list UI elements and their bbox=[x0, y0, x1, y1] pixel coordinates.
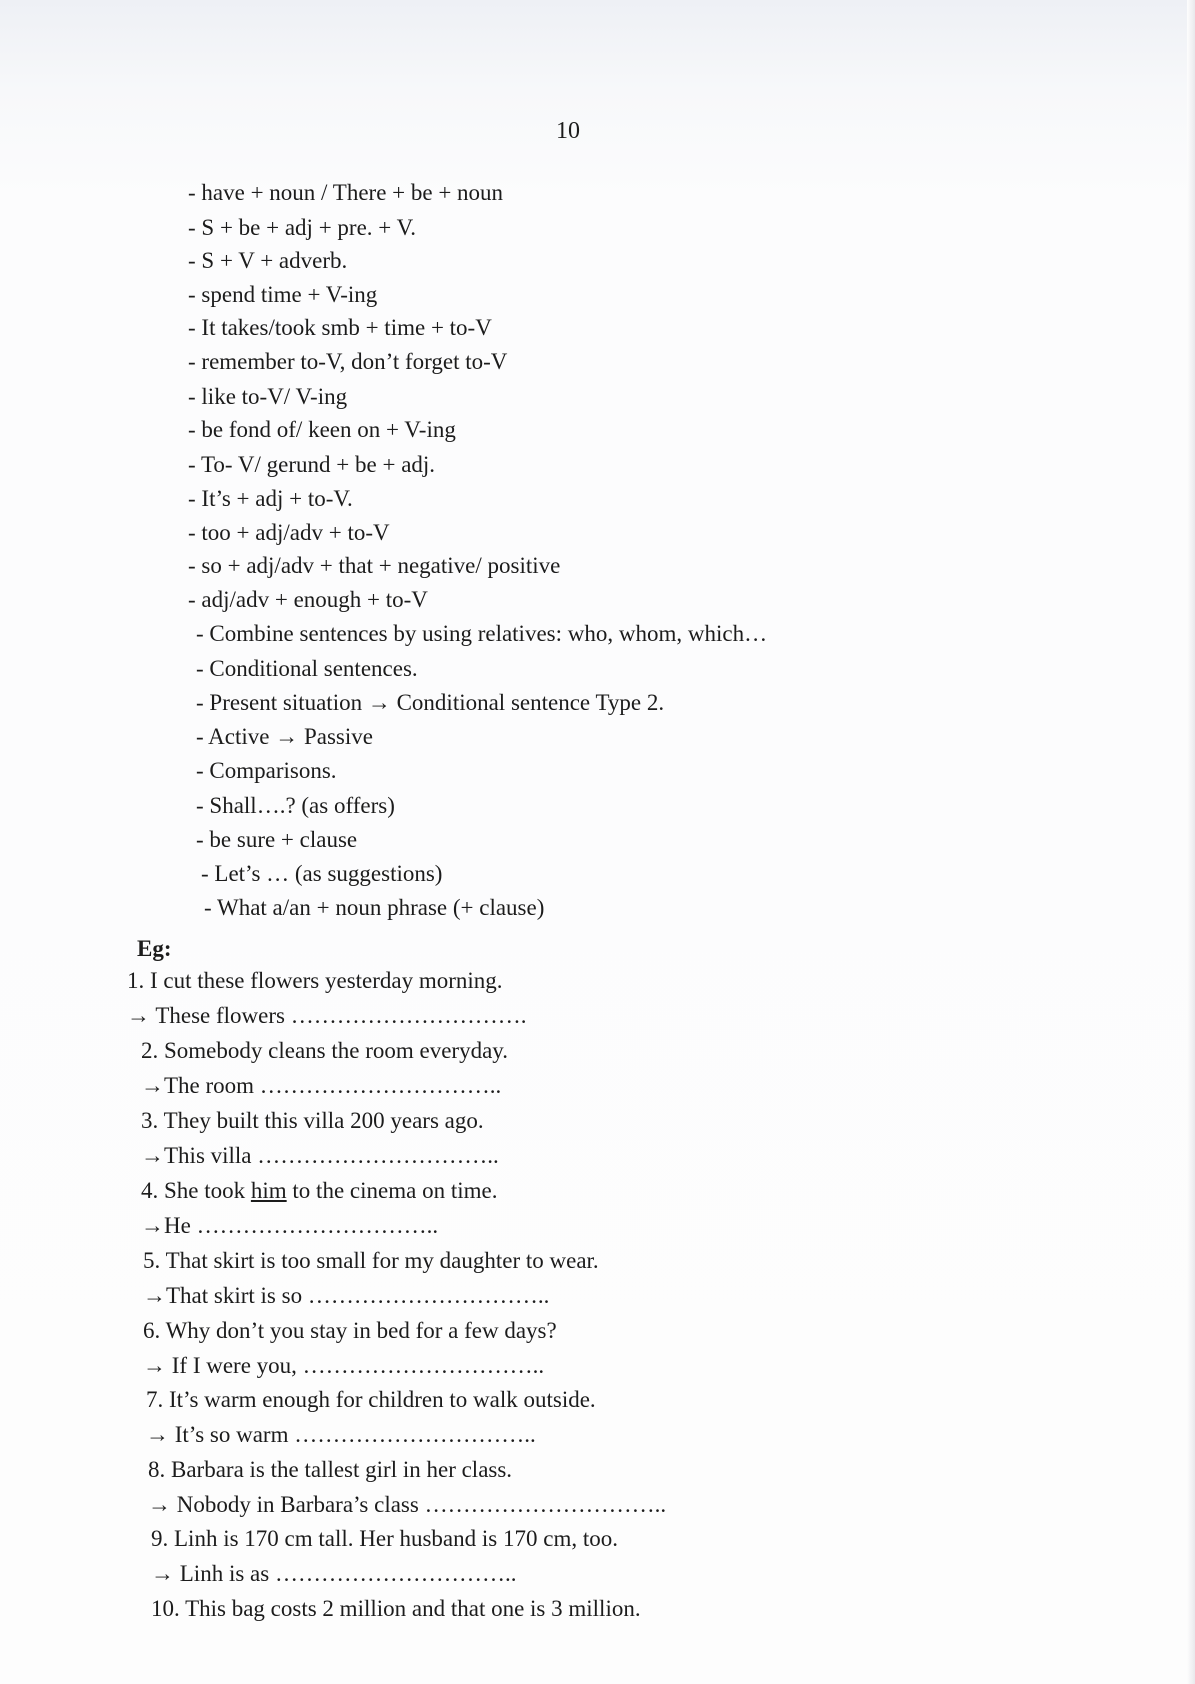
example-text: 4. She took bbox=[141, 1178, 251, 1203]
structure-item: - It takes/took smb + time + to-V bbox=[188, 315, 492, 340]
structure-item: - Comparisons. bbox=[196, 758, 337, 783]
example-question: 8. Barbara is the tallest girl in her class. bbox=[148, 1457, 513, 1482]
example-answer: → Nobody in Barbara’s class ………………………….. bbox=[148, 1492, 667, 1517]
example-answer: →That skirt is so ………………………….. bbox=[143, 1283, 550, 1308]
underlined-word: him bbox=[250, 1178, 287, 1203]
example-answer: →He ………………………….. bbox=[141, 1213, 439, 1238]
example-answer: → These flowers …………………………. bbox=[127, 1003, 527, 1028]
structure-item: - be sure + clause bbox=[196, 827, 358, 852]
structure-item: - Conditional sentences. bbox=[196, 656, 418, 681]
example-text: to the cinema on time. bbox=[286, 1178, 498, 1203]
example-answer: → Linh is as ………………………….. bbox=[151, 1561, 517, 1586]
structure-item: - It’s + adj + to-V. bbox=[188, 486, 353, 511]
structure-item: - adj/adv + enough + to-V bbox=[188, 587, 428, 612]
example-answer: →The room ………………………….. bbox=[141, 1073, 502, 1098]
example-question: 5. That skirt is too small for my daughter to wear. bbox=[143, 1248, 599, 1273]
structure-item: - spend time + V-ing bbox=[188, 282, 378, 307]
structure-item: - have + noun / There + be + noun bbox=[188, 180, 504, 205]
structure-item: - To- V/ gerund + be + adj. bbox=[188, 452, 436, 477]
structure-item: - Active → Passive bbox=[196, 724, 373, 749]
example-answer: →This villa ………………………….. bbox=[141, 1143, 499, 1168]
structure-item: - Present situation → Conditional sentence Type 2. bbox=[196, 690, 665, 715]
example-answer: → It’s so warm ………………………….. bbox=[146, 1422, 536, 1447]
example-question: 2. Somebody cleans the room everyday. bbox=[141, 1038, 509, 1063]
structure-item: - be fond of/ keen on + V-ing bbox=[188, 417, 456, 442]
example-question: 9. Linh is 170 cm tall. Her husband is 170 cm, too. bbox=[151, 1526, 618, 1551]
structure-item: - Combine sentences by using relatives: who, whom, which… bbox=[196, 621, 768, 646]
example-answer: → If I were you, ………………………….. bbox=[143, 1353, 545, 1378]
example-question: 10. This bag costs 2 million and that one is 3 million. bbox=[151, 1596, 641, 1621]
structure-item: - like to-V/ V-ing bbox=[188, 384, 348, 409]
example-question bbox=[141, 1177, 497, 1205]
structure-item: - What a/an + noun phrase (+ clause) bbox=[204, 895, 545, 920]
structure-item: - remember to-V, don’t forget to-V bbox=[188, 349, 508, 374]
page-edge-shadow bbox=[1187, 0, 1195, 1684]
example-question: 6. Why don’t you stay in bed for a few days? bbox=[143, 1318, 557, 1343]
structure-item: - S + be + adj + pre. + V. bbox=[188, 215, 416, 240]
example-question: 3. They built this villa 200 years ago. bbox=[141, 1108, 484, 1133]
example-question: 7. It’s warm enough for children to walk outside. bbox=[146, 1387, 596, 1412]
page-number: 10 bbox=[556, 118, 580, 144]
example-heading: Eg: bbox=[137, 936, 172, 961]
example-question: 1. I cut these flowers yesterday morning. bbox=[127, 968, 503, 993]
structure-item: - Shall….? (as offers) bbox=[196, 793, 395, 818]
structure-item: - S + V + adverb. bbox=[188, 248, 348, 273]
structure-item: - so + adj/adv + that + negative/ positive bbox=[188, 553, 561, 578]
structure-item: - Let’s … (as suggestions) bbox=[201, 861, 443, 886]
structure-item: - too + adj/adv + to-V bbox=[188, 520, 390, 545]
